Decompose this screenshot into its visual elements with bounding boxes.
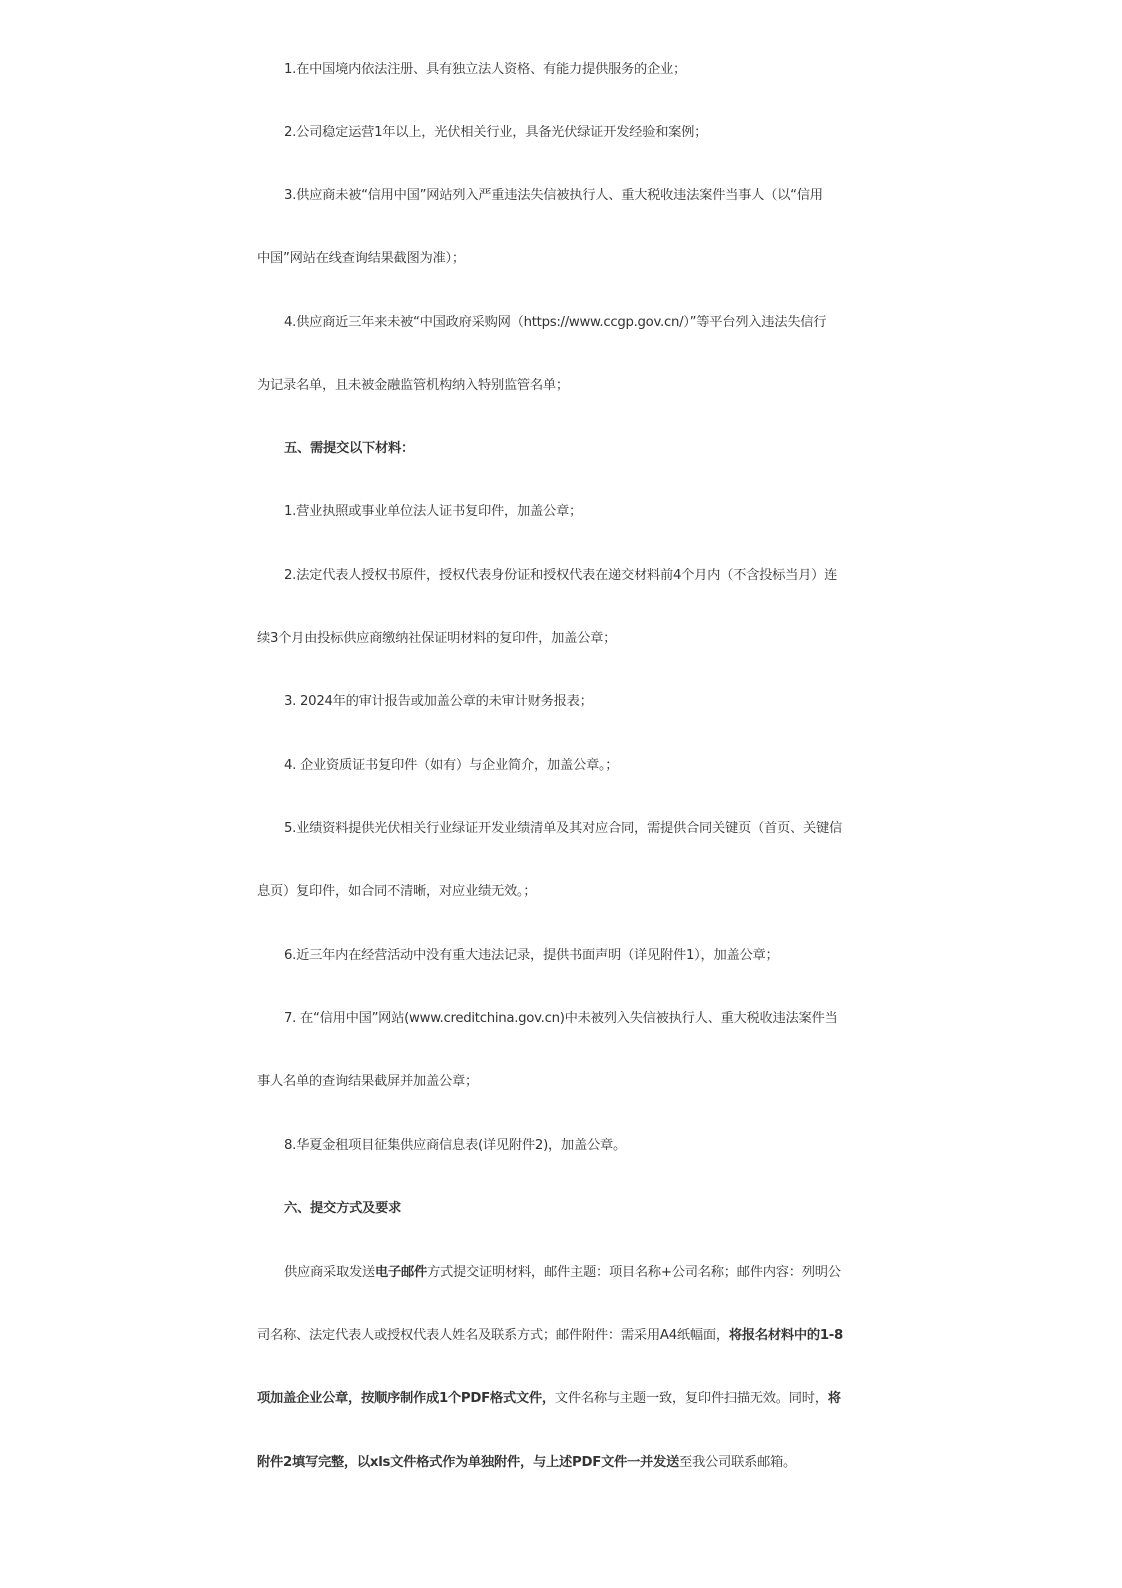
text: 3. 2024年的审计报告或加盖公章的未审计财务报表； <box>284 694 593 709</box>
text: 中国”网站在线查询结果截图为准）； <box>257 251 465 266</box>
text: 4.供应商近三年来未被“中国政府采购网（https://www.ccgp.gov.cn/）”等平台列入违法失信行 <box>284 315 827 330</box>
text: 1.在中国境内依法注册、具有独立法人资格、有能力提供服务的企业； <box>284 62 686 77</box>
heading-text: 六、提交方式及要求 <box>284 1201 401 1216</box>
requirement-1 <box>284 61 904 79</box>
material-5-line-2 <box>257 883 877 901</box>
material-8 <box>284 1137 904 1155</box>
text: 1.营业执照或事业单位法人证书复印件，加盖公章； <box>284 504 583 519</box>
material-7-line-1 <box>284 1010 904 1028</box>
text: 息页）复印件，如合同不清晰，对应业绩无效。； <box>257 884 537 899</box>
text: 司名称、法定代表人或授权代表人姓名及联系方式；邮件附件：需采用A4纸幅面， <box>257 1328 729 1343</box>
submission-line-3 <box>257 1390 877 1408</box>
text: 事人名单的查询结果截屏并加盖公章； <box>257 1074 478 1089</box>
section-6-heading <box>284 1200 904 1218</box>
material-6 <box>284 947 904 965</box>
text: 为记录名单，且未被金融监管机构纳入特别监管名单； <box>257 378 569 393</box>
text: 8.华夏金租项目征集供应商信息表(详见附件2)，加盖公章。 <box>284 1138 626 1153</box>
requirement-2 <box>284 124 904 142</box>
text: 供应商采取发送 <box>284 1265 375 1280</box>
material-3 <box>284 693 904 711</box>
bold-text: 电子邮件 <box>374 1265 427 1280</box>
submission-line-2 <box>257 1327 877 1345</box>
text: 3.供应商未被“信用中国”网站列入严重违法失信被执行人、重大税收违法案件当事人（以“信用 <box>284 188 823 203</box>
bold-text: 将报名材料中的1-8 <box>728 1328 843 1343</box>
text: 2.公司稳定运营1年以上，光伏相关行业，具备光伏绿证开发经验和案例； <box>284 125 708 140</box>
text: 方式提交证明材料，邮件主题：项目名称+公司名称；邮件内容：列明公 <box>426 1265 841 1280</box>
text: 5.业绩资料提供光伏相关行业绿证开发业绩清单及其对应合同，需提供合同关键页（首页、关键信 <box>284 821 842 836</box>
bold-text: 将 <box>827 1391 841 1406</box>
material-2-line-2 <box>257 630 877 648</box>
heading-text: 五、需提交以下材料： <box>284 441 414 456</box>
material-7-line-2 <box>257 1073 877 1091</box>
submission-line-1 <box>284 1264 904 1282</box>
material-5-line-1 <box>284 820 904 838</box>
section-5-heading <box>284 440 904 458</box>
material-4 <box>284 757 904 775</box>
text: 7. 在“信用中国”网站(www.creditchina.gov.cn)中未被列入失信被执行人、重大税收违法案件当 <box>284 1011 838 1026</box>
text: 续3个月由投标供应商缴纳社保证明材料的复印件，加盖公章； <box>257 631 617 646</box>
text: 6.近三年内在经营活动中没有重大违法记录，提供书面声明（详见附件1），加盖公章； <box>284 948 779 963</box>
requirement-4-line-2 <box>257 377 877 395</box>
bold-text: 项加盖企业公章，按顺序制作成1个PDF格式文件， <box>257 1391 555 1406</box>
material-1 <box>284 503 904 521</box>
text: 至我公司联系邮箱。 <box>678 1455 796 1470</box>
text: 4. 企业资质证书复印件（如有）与企业简介，加盖公章。； <box>284 758 619 773</box>
submission-line-4 <box>257 1454 877 1472</box>
text: 文件名称与主题一致，复印件扫描无效。同时， <box>554 1391 828 1406</box>
requirement-3-line-2 <box>257 250 877 268</box>
material-2-line-1 <box>284 567 904 585</box>
bold-text: 附件2填写完整，以xls文件格式作为单独附件，与上述PDF文件一并发送 <box>257 1455 679 1470</box>
text: 2.法定代表人授权书原件，授权代表身份证和授权代表在递交材料前4个月内（不含投标当月）连 <box>284 568 838 583</box>
requirement-3-line-1 <box>284 187 904 205</box>
requirement-4-line-1 <box>284 314 904 332</box>
